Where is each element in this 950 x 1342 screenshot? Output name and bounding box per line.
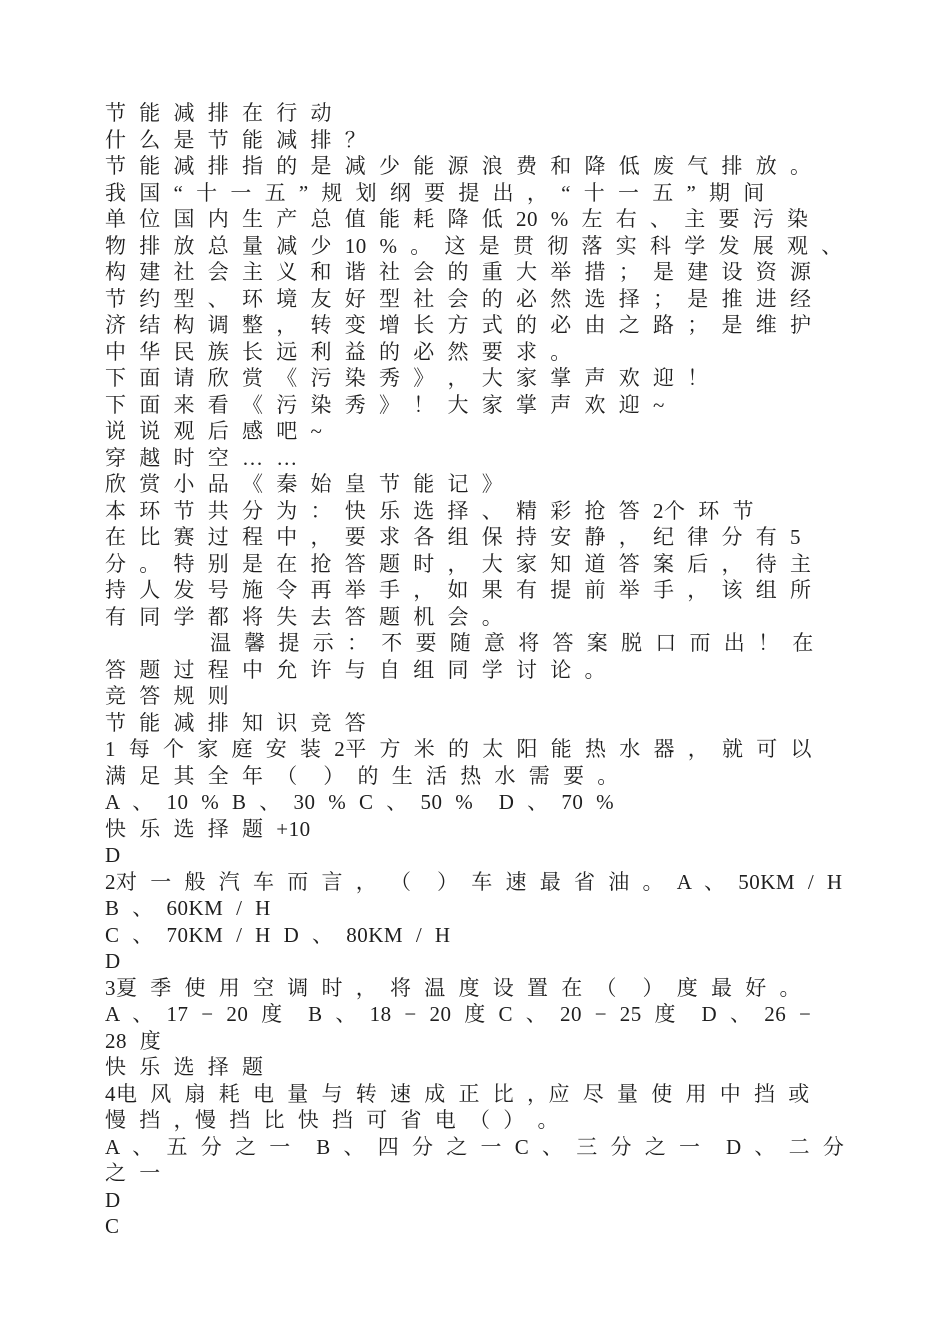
text-line: C [105,1214,120,1238]
text-line: A 、 10 % B 、 30 % C 、 50 % D 、 70 % [105,790,615,814]
text-line: 温 馨 提 示 ： 不 要 随 意 将 答 案 脱 口 而 出 ！ 在 [210,631,814,655]
text-line: 满 足 其 全 年 （ ） 的 生 活 热 水 需 要 。 [105,763,619,788]
text-line: 快 乐 选 择 题 +10 [105,816,311,841]
text-line: 竞 答 规 则 [105,684,230,708]
text-line: 说 说 观 后 感 吧 ~ [105,419,323,443]
text-line: 28 度 [105,1028,162,1053]
text-line: 在 比 赛 过 程 中 ， 要 求 各 组 保 持 安 静 ， 纪 律 分 有 5 [105,525,801,549]
text-line: 构 建 社 会 主 义 和 谐 社 会 的 重 大 举 措 ； 是 建 设 资 源 [105,260,812,284]
text-line: 节 能 减 排 指 的 是 减 少 能 源 浪 费 和 降 低 废 气 排 放 。 [105,154,812,178]
text-line: D [105,949,121,973]
text-line: 3夏 季 使 用 空 调 时 ， 将 温 度 设 置 在 （ ） 度 最 好 。 [105,975,801,1000]
document-text [105,100,855,1240]
text-line: 中 华 民 族 长 远 利 益 的 必 然 要 求 。 [105,339,572,364]
text-line: 本 环 节 共 分 为 ： 快 乐 选 择 、 精 彩 抢 答 2个 环 节 [105,498,754,523]
text-line: D [105,1187,121,1212]
text-line: D [105,843,121,867]
text-line: 什 么 是 节 能 减 排 ？ [105,127,367,152]
text-line: 2对 一 般 汽 车 而 言 ， （ ） 车 速 最 省 油 。 A 、 50KM / H [105,869,843,894]
text-line: 4电 风 扇 耗 电 量 与 转 速 成 正 比 ，应 尽 量 使 用 中 挡 或 [105,1081,810,1106]
text-line: 穿 越 时 空 … … [105,445,298,470]
text-line: 济 结 构 调 整 ， 转 变 增 长 方 式 的 必 由 之 路 ； 是 维 护 [105,313,812,337]
text-line: 有 同 学 都 将 失 去 答 题 机 会 。 [105,604,504,629]
text-line: A 、 五 分 之 一 B 、 四 分 之 一 C 、 三 分 之 一 D 、 二 分 [105,1134,845,1159]
text-line: 持 人 发 号 施 令 再 举 手 ， 如 果 有 提 前 举 手 ， 该 组 所 [105,578,812,602]
text-line: B 、 60KM / H [105,896,271,920]
text-line: 节 能 减 排 知 识 竞 答 [105,710,367,735]
text-line: A 、 17 − 20 度 B 、 18 − 20 度 C 、 20 − 25 度 D 、 26 − [105,1002,812,1026]
text-line: 答 题 过 程 中 允 许 与 自 组 同 学 讨 论 。 [105,657,606,682]
text-line: 节 能 减 排 在 行 动 [105,101,332,125]
text-line: 下 面 来 看 《 污 染 秀 》 ！ 大 家 掌 声 欢 迎 ~ [105,392,665,417]
text-line: 物 排 放 总 量 减 少 10 % 。 这 是 贯 彻 落 实 科 学 发 展 观 、 [105,233,843,258]
text-line: 1 每 个 家 庭 安 装 2平 方 米 的 太 阳 能 热 水 器 ， 就 可 以 [105,737,812,761]
text-line: 分 。 特 别 是 在 抢 答 题 时 ， 大 家 知 道 答 案 后 ， 待 主 [105,551,812,576]
text-line: C 、 70KM / H D 、 80KM / H [105,922,451,947]
text-line: 单 位 国 内 生 产 总 值 能 耗 降 低 20 % 左 右 、 主 要 污 染 [105,207,809,231]
text-line: 节 约 型 、 环 境 友 好 型 社 会 的 必 然 选 择 ； 是 推 进 经 [105,286,812,311]
text-line: 快 乐 选 择 题 [105,1055,264,1079]
text-line: 下 面 请 欣 赏 《 污 染 秀 》 ， 大 家 掌 声 欢 迎 ！ [105,366,709,390]
text-line: 欣 赏 小 品 《 秦 始 皇 节 能 记 》 [105,472,504,496]
text-line: 之 一 [105,1161,161,1185]
text-line: 我 国 “ 十 一 五 ” 规 划 纲 要 提 出 ， “ 十 一 五 ” 期 间 [105,180,765,205]
text-line: 慢 挡 ，慢 挡 比 快 挡 可 省 电 （ ） 。 [105,1108,559,1132]
